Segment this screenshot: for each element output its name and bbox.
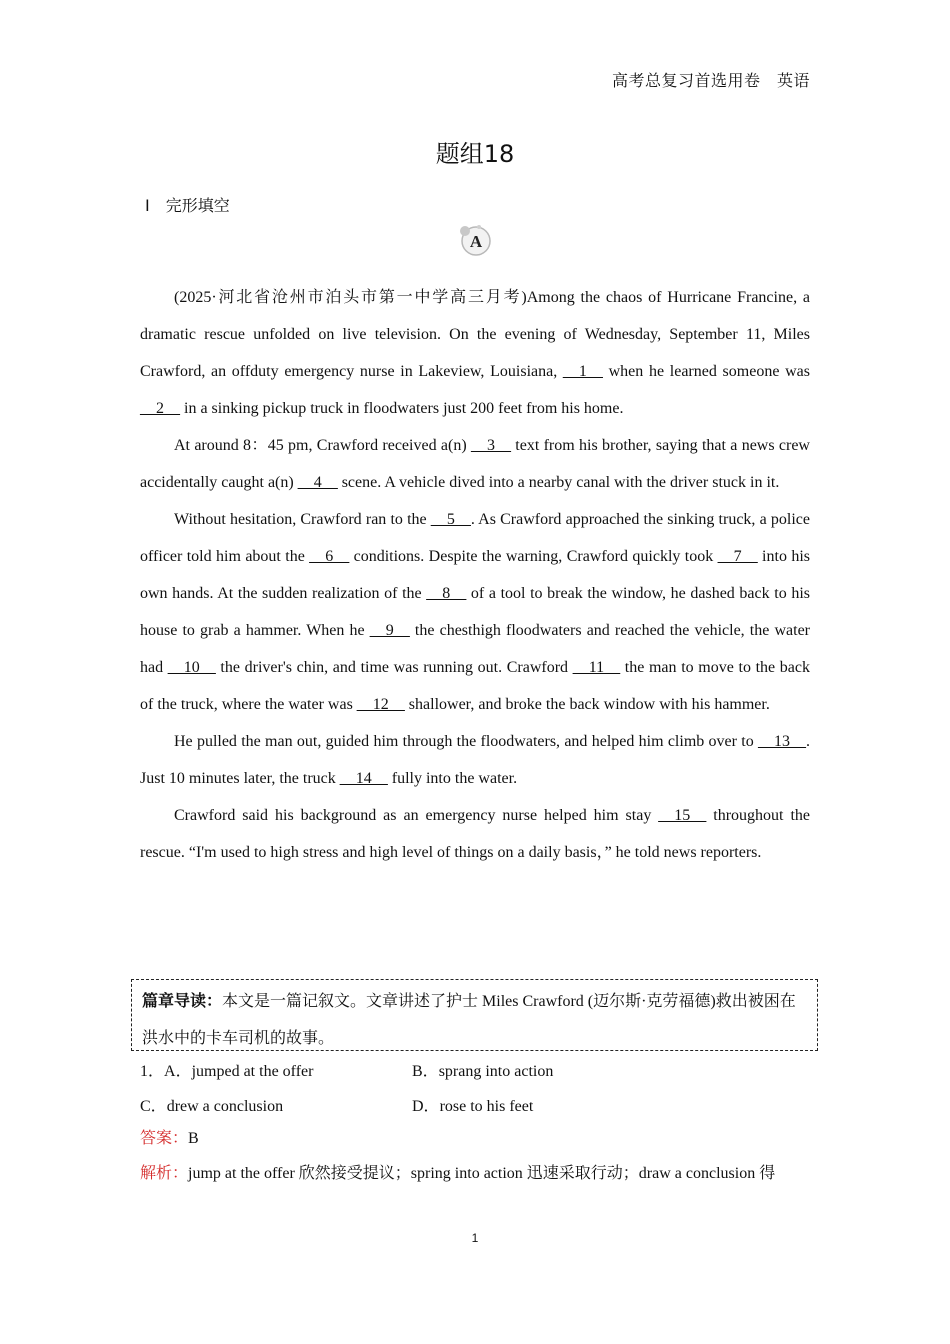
question-1 [140,1054,810,1124]
blank-3: __3__ [470,437,511,454]
passage-summary-box [131,979,818,1051]
blank-14: __14__ [339,770,388,787]
options-row-1 [140,1054,810,1089]
answer-line [140,1124,199,1153]
page-title: 题组18 [435,140,515,168]
blank-1: __1__ [562,363,603,380]
analysis-text: jump at the offer 欣然接受提议；spring into action 迅速采取行动；draw a conclusion 得 [188,1165,776,1182]
section-number: Ⅰ [145,198,150,215]
blank-7: __7__ [717,548,758,565]
analysis-line [140,1159,810,1188]
paragraph-3: Without hesitation, Crawford ran to the __5__. As Crawford approached the sinking truck, a police officer told him about the __6__ conditions. Despite the warning, Crawford quickly took __7__ into his own hands. At the sudden realization of the __8__ of a tool to break the window, he dashed back to his house to grab a hammer. When he __9__ the chesthigh floodwaters and reached the vehicle, the water had __10__ the driver's chin, and time was running out. Crawford __11__ the man to move to the back of the truck, where the water was __12__ shallower, and broke the back window with his hammer. [140,511,811,713]
blank-15: __15__ [658,807,707,824]
blank-12: __12__ [356,696,405,713]
option-a: 1．A．jumped at the offer [140,1063,314,1080]
cloze-passage [140,279,810,871]
paragraph-2: At around 8：45 pm, Crawford received a(n) __3__ text from his brother, saying that a news crew accidentally caught a(n) __4__ scene. A vehicle dived into a nearby canal with the driver stuck in it. [140,437,810,491]
section-heading [145,193,230,216]
option-b: B．sprang into action [412,1063,554,1080]
page-header: 高考总复习首选用卷 英语 [611,73,810,90]
blank-13: __13__ [758,733,806,750]
paragraph-5: Crawford said his background as an emergency nurse helped him stay __15__ throughout the rescue. “I'm used to high stress and high level of things on a daily basis，” he told news reporters. [140,807,811,861]
lettered-circle-icon [459,224,491,256]
paragraph-4: He pulled the man out, guided him through the floodwaters, and helped him climb over to __13__. Just 10 minutes later, the truck __14__ fully into the water. [140,733,810,787]
blank-6: __6__ [309,548,350,565]
page-number: 1 [471,1231,479,1245]
answer-label: 答案： [140,1128,189,1147]
blank-11: __11__ [572,659,621,676]
badge-letter: A [469,232,483,251]
summary-label: 篇章导读： [142,991,223,1010]
blank-8: __8__ [426,585,467,602]
option-d: D．rose to his feet [412,1098,534,1115]
summary-text: 本文是一篇记叙文。文章讲述了护士 Miles Crawford (迈尔斯·克劳福德)救出被困在洪水中的卡车司机的故事。 [142,993,796,1047]
analysis-label: 解析： [140,1163,189,1182]
paragraph-1: (2025·河北省沧州市泊头市第一中学高三月考)Among the chaos of Hurricane Francine, a dramatic rescue unfolded on live television. On the evening of Wednesday, September 11, Miles Crawford, an offduty emergency nurse in Lakeview, Louisiana, __1__ when he learned someone was __2__ in a sinking pickup truck in floodwaters just 200 feet from his home. [140,289,810,417]
blank-9: __9__ [369,622,410,639]
section-label: 完形填空 [165,196,230,215]
option-c: C．drew a conclusion [140,1098,284,1115]
options-row-2 [140,1089,810,1124]
blank-10: __10__ [167,659,216,676]
blank-4: __4__ [297,474,338,491]
blank-5: __5__ [430,511,471,528]
blank-2: __2__ [140,400,180,417]
answer-value: B [188,1130,199,1147]
question-number: 1． [140,1063,165,1080]
